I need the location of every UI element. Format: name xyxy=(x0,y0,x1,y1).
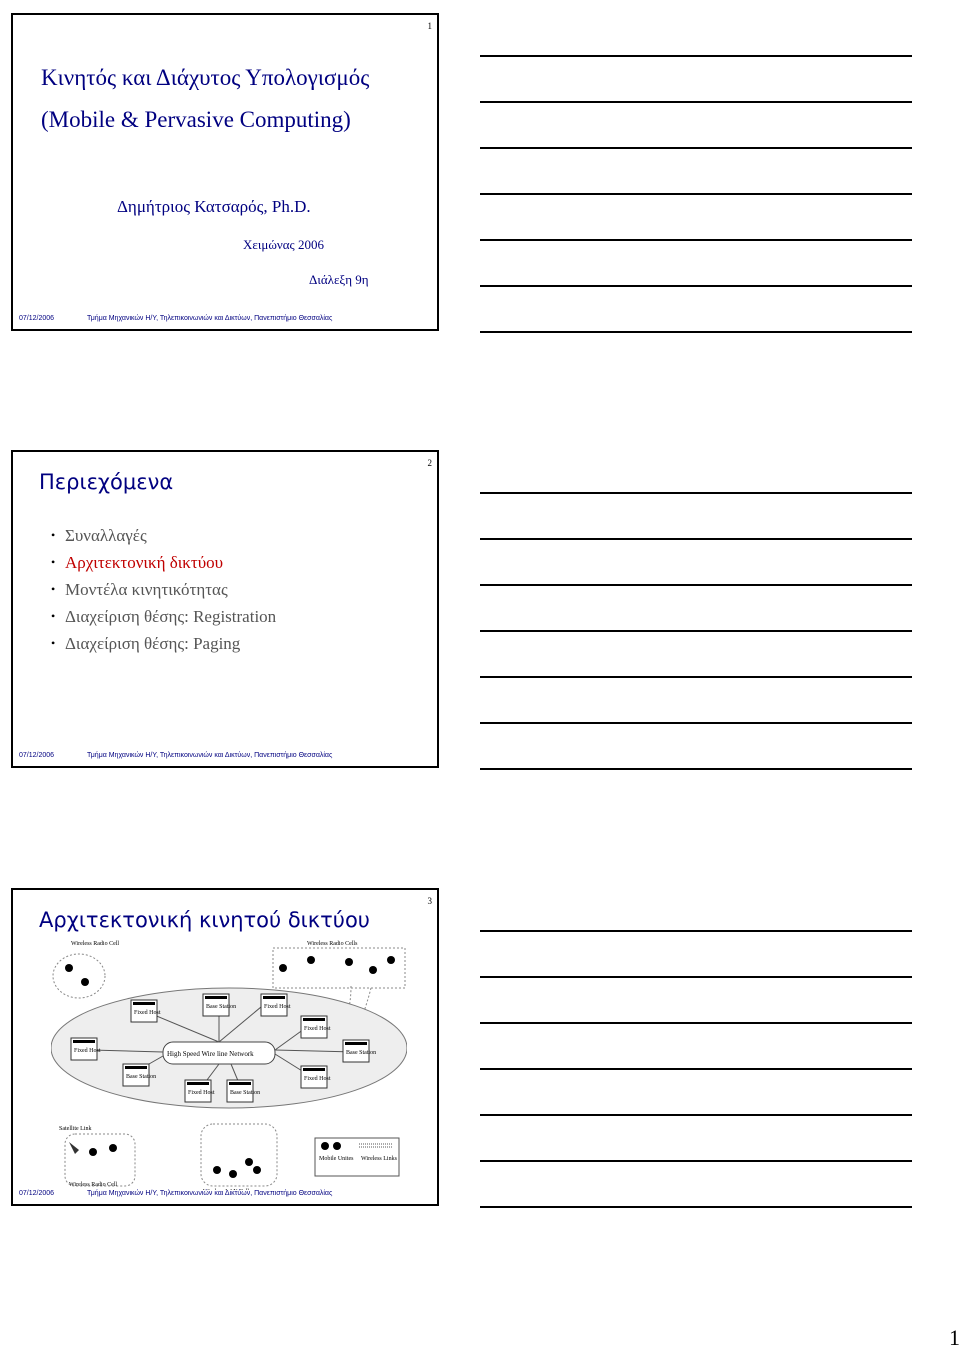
slide-footer xyxy=(13,748,437,766)
footer-date: 07/12/2006 xyxy=(19,315,55,322)
slide-title: Περιεχόμενα xyxy=(39,470,174,494)
diagram-label: Wireless Radio Cell xyxy=(69,1182,118,1188)
svg-text:Fixed Host: Fixed Host xyxy=(134,1010,161,1016)
svg-text:Base Station: Base Station xyxy=(206,1004,237,1010)
svg-text:Fixed Host: Fixed Host xyxy=(304,1076,331,1082)
footer-date: 07/12/2006 xyxy=(19,1190,55,1197)
diagram-label: Wireless Radio Cell xyxy=(71,941,120,947)
slide-title: Κινητός και Διάχυτος Υπολογισμός (Mobile & Pervasive Computing) xyxy=(41,65,370,132)
list-item: • Αρχιτεκτονική δικτύου xyxy=(43,549,276,576)
semester: Χειμώνας 2006 xyxy=(243,237,324,252)
svg-text:Fixed Host: Fixed Host xyxy=(264,1004,291,1010)
diagram-label: Wireless Radio Cells xyxy=(307,941,358,947)
list-item: • Μοντέλα κινητικότητας xyxy=(43,576,276,603)
page-number: 1 xyxy=(949,1325,960,1350)
svg-text:Fixed Host: Fixed Host xyxy=(74,1048,101,1054)
diagram-label: Satellite Link xyxy=(59,1126,92,1132)
network-architecture-diagram xyxy=(51,938,407,1190)
slide-number: 2 xyxy=(427,458,432,468)
svg-text:Mobile Unites: Mobile Unites xyxy=(319,1156,354,1162)
list-item: • Διαχείριση θέσης: Paging xyxy=(43,630,276,657)
notes-lines-3 xyxy=(480,930,912,1252)
slide-1 xyxy=(11,13,439,331)
slide-footer xyxy=(13,1186,437,1204)
svg-text:Fixed Host: Fixed Host xyxy=(188,1090,215,1096)
svg-text:Base Station: Base Station xyxy=(126,1074,157,1080)
slide-2 xyxy=(11,450,439,768)
list-item: • Συναλλαγές xyxy=(43,522,276,549)
author-name: Δημήτριος Κατσαρός xyxy=(117,197,264,216)
svg-text:Wireless Links: Wireless Links xyxy=(361,1156,397,1162)
network-label: High Speed Wire line Network xyxy=(167,1050,254,1058)
notes-lines-2 xyxy=(480,492,912,814)
footer-org: Τμήμα Μηχανικών Η/Υ, Τηλεπικοινωνιών και Δικτύων, Πανεπιστήμιο Θεσσαλίας xyxy=(87,1190,333,1197)
footer-org: Τμήμα Μηχανικών Η/Υ, Τηλεπικοινωνιών και Δικτύων, Πανεπιστήμιο Θεσσαλίας xyxy=(87,315,333,322)
svg-text:Fixed Host: Fixed Host xyxy=(304,1026,331,1032)
slide-footer xyxy=(13,311,437,329)
footer-date: 07/12/2006 xyxy=(19,752,55,759)
slide-3 xyxy=(11,888,439,1206)
lecture-number: Διάλεξη 9η xyxy=(309,272,369,287)
notes-lines-1 xyxy=(480,55,912,377)
slide-number: 3 xyxy=(427,896,432,906)
slide-title: Αρχιτεκτονική κινητού δικτύου xyxy=(39,908,370,932)
svg-text:Base Station: Base Station xyxy=(346,1050,377,1056)
list-item: • Διαχείριση θέσης: Registration xyxy=(43,603,276,630)
contents-list xyxy=(43,522,276,657)
slide-number: 1 xyxy=(427,21,432,31)
author-degree: , Ph.D. xyxy=(263,197,311,216)
author xyxy=(117,197,311,217)
handout-page xyxy=(8,8,960,1353)
footer-org: Τμήμα Μηχανικών Η/Υ, Τηλεπικοινωνιών και Δικτύων, Πανεπιστήμιο Θεσσαλίας xyxy=(87,752,333,759)
svg-text:Base Station: Base Station xyxy=(230,1090,261,1096)
